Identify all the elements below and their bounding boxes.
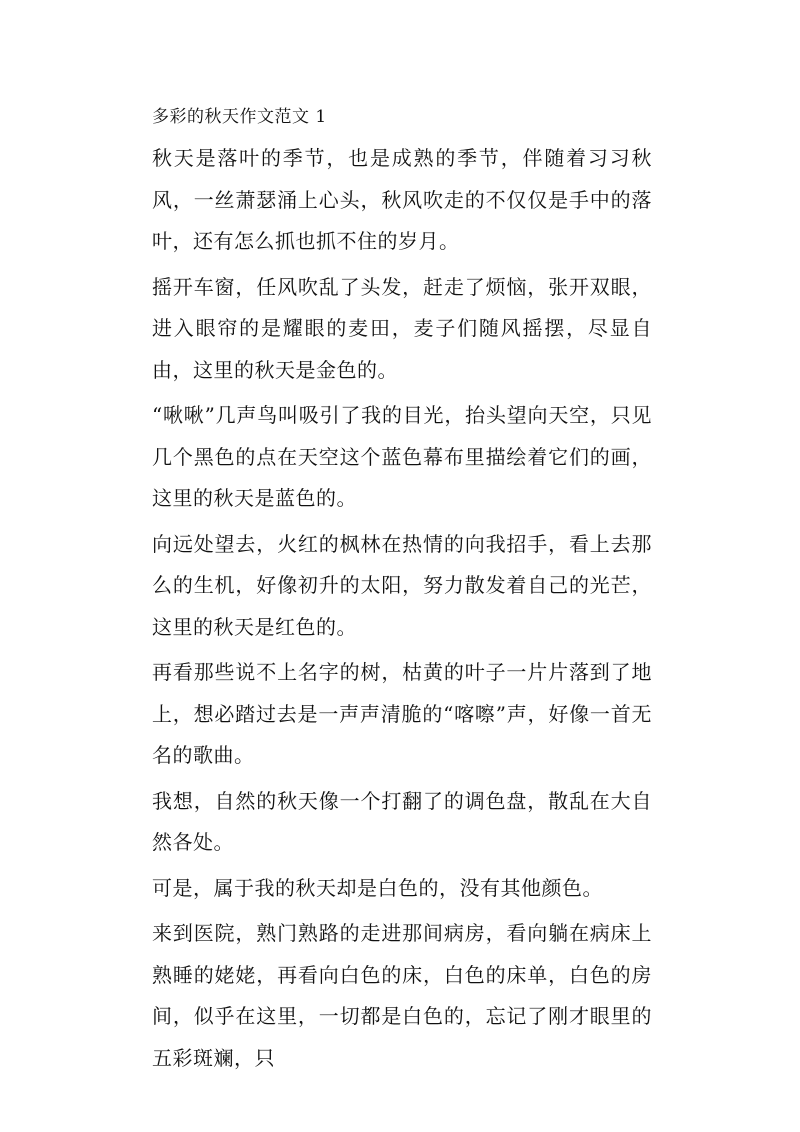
document-title: 多彩的秋天作文范文 1 bbox=[152, 107, 327, 127]
paragraph-7: 可是，属于我的秋天却是白色的，没有其他颜色。 bbox=[152, 875, 603, 900]
paragraph-5: 再看那些说不上名字的树，枯黄的叶子一片片落到了地上，想必踏过去是一声声清脆的“喀嚓”声，好像一首无名的歌曲。 bbox=[152, 660, 652, 767]
paragraph-8: 来到医院，熟门熟路的走进那间病房，看向躺在病床上熟睡的姥姥，再看向白色的床，白色的床单，白色的房间，似乎在这里，一切都是白色的，忘记了刚才眼里的五彩斑斓，只 bbox=[152, 921, 652, 1070]
paragraph-3: “啾啾”几声鸟叫吸引了我的目光，抬头望向天空，只见几个黑色的点在天空这个蓝色幕布里描绘着它们的画，这里的秋天是蓝色的。 bbox=[152, 403, 652, 510]
paragraph-6: 我想，自然的秋天像一个打翻了的调色盘，散乱在大自然各处。 bbox=[152, 788, 652, 854]
paragraph-1: 秋天是落叶的季节，也是成熟的季节，伴随着习习秋风，一丝萧瑟涌上心头，秋风吹走的不仅仅是手中的落叶，还有怎么抓也抓不住的岁月。 bbox=[152, 146, 652, 253]
document-body bbox=[152, 102, 652, 1083]
paragraph-2: 摇开车窗，任风吹乱了头发，赶走了烦恼，张开双眼，进入眼帘的是耀眼的麦田，麦子们随风摇摆，尽显自由，这里的秋天是金色的。 bbox=[152, 274, 652, 382]
paragraph-4: 向远处望去，火红的枫林在热情的向我招手，看上去那么的生机，好像初升的太阳，努力散发着自己的光芒，这里的秋天是红色的。 bbox=[152, 531, 652, 639]
